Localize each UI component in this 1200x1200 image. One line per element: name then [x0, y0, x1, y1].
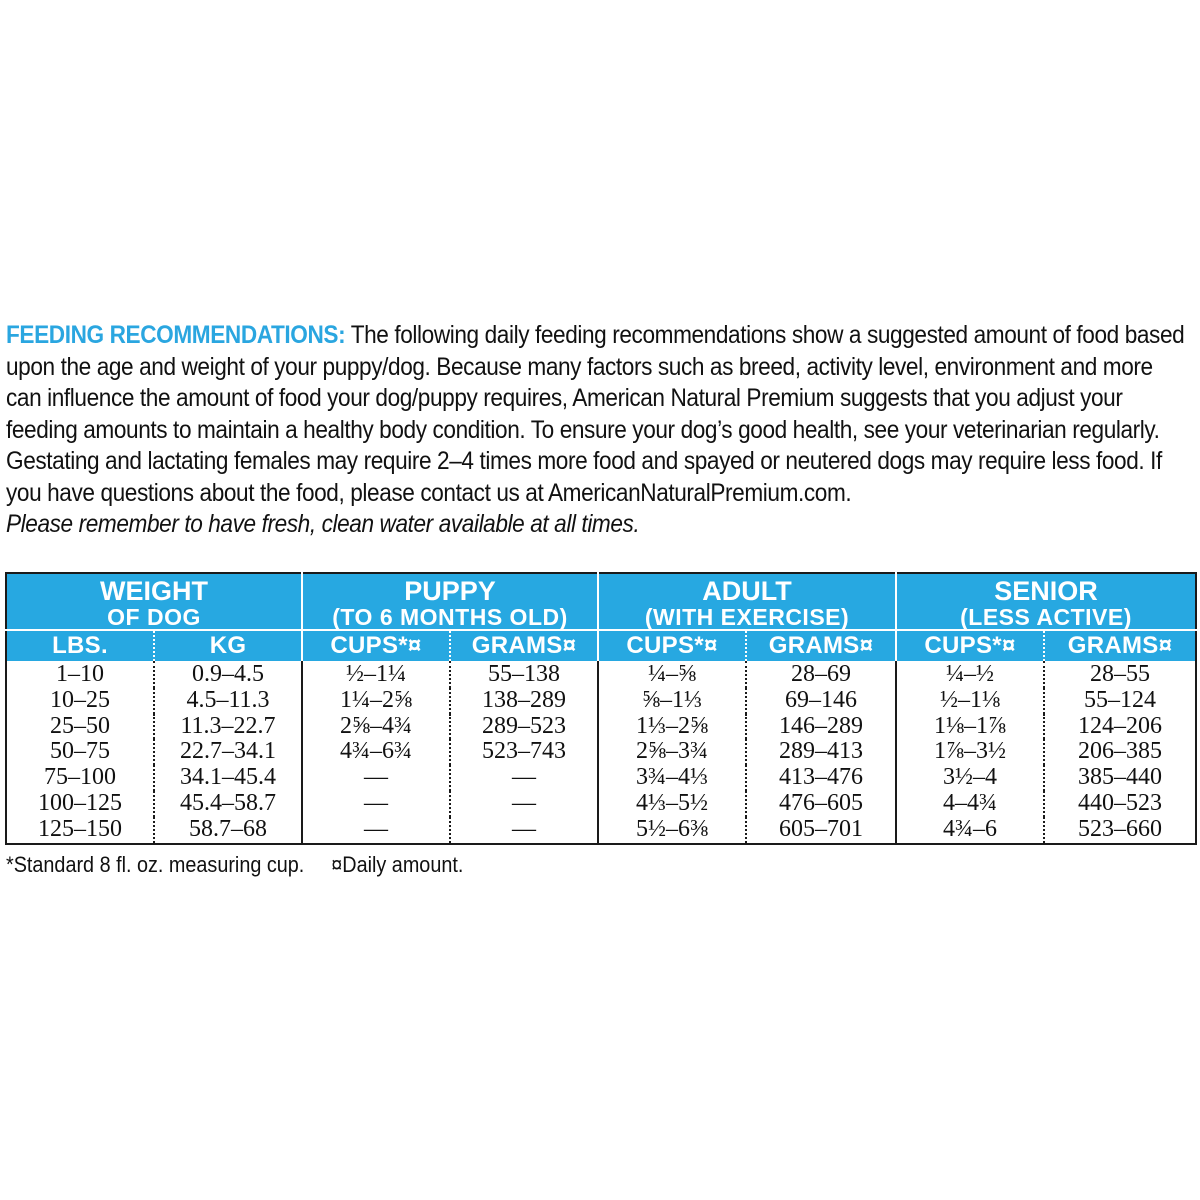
cell-lbs: 50–75	[50, 738, 110, 765]
intro-body: The following daily feeding recommendations show a suggested amount of food based upon the age and weight of your puppy/dog. Because many factors such as breed, activity level, environment and more can influence the amount of food your dog/puppy requires, American Natural Premium suggests that you adjust your feeding amounts to maintain a healthy body condition. To ensure your dog’s good health, see your veterinarian regularly. Gestating and lactating females may require 2–4 times more food and spayed or neutered dogs may require less food. If you have questions about the food, please contact us at AmericanNaturalPremium.com.	[6, 321, 1185, 507]
cell-adult-cups: ⅝–1⅓	[598, 688, 746, 714]
cell-lbs: 125–150	[38, 815, 122, 842]
cell-adult-grams: 476–605	[746, 791, 896, 817]
group-header-senior: SENIOR (LESS ACTIVE)	[896, 573, 1196, 630]
cell-kg: 58.7–68	[154, 817, 302, 844]
cell-senior-grams: 440–523	[1044, 791, 1196, 817]
cell-puppy-grams: —	[450, 765, 598, 791]
cell-adult-grams: 28–69	[746, 661, 896, 688]
cell-adult-grams: 146–289	[746, 714, 896, 740]
cell-kg: 11.3–22.7	[154, 714, 302, 740]
cell-kg: 45.4–58.7	[154, 791, 302, 817]
cell-lbs: 100–125	[38, 789, 122, 816]
cell-lbs: 25–50	[50, 712, 110, 739]
cell-puppy-grams: 55–138	[450, 661, 598, 688]
cell-puppy-cups: —	[302, 765, 450, 791]
group-header-row	[6, 573, 1196, 630]
table-row	[6, 765, 1196, 791]
cell-senior-grams: 124–206	[1044, 714, 1196, 740]
water-note: Please remember to have fresh, clean water available at all times.	[6, 510, 640, 538]
feeding-recommendations-text	[6, 320, 1192, 541]
cell-puppy-cups: 1¼–2⅝	[302, 688, 450, 714]
cell-adult-grams: 69–146	[746, 688, 896, 714]
footnotes	[6, 852, 463, 878]
column-header-adult-cups: CUPS*¤	[598, 630, 746, 661]
cell-puppy-cups: —	[302, 791, 450, 817]
cell-senior-cups: 1⅞–3½	[896, 739, 1044, 765]
group-header-adult: ADULT (WITH EXERCISE)	[598, 573, 896, 630]
column-header-adult-grams: GRAMS¤	[746, 630, 896, 661]
cell-senior-cups: 4¾–6	[896, 817, 1044, 844]
cell-puppy-grams: 523–743	[450, 739, 598, 765]
column-header-lbs: LBS.	[6, 630, 154, 661]
column-header-senior-cups: CUPS*¤	[896, 630, 1044, 661]
column-header-row	[6, 630, 1196, 661]
cell-lbs: 1–10	[56, 661, 104, 687]
cell-senior-grams: 206–385	[1044, 739, 1196, 765]
cell-lbs: 75–100	[44, 764, 116, 791]
cell-puppy-grams: 289–523	[450, 714, 598, 740]
table-row	[6, 791, 1196, 817]
cell-puppy-grams: —	[450, 817, 598, 844]
table-row	[6, 739, 1196, 765]
group-header-puppy: PUPPY (TO 6 MONTHS OLD)	[302, 573, 598, 630]
table-row	[6, 688, 1196, 714]
footnote-daily: ¤Daily amount.	[331, 852, 464, 877]
cell-kg: 0.9–4.5	[154, 661, 302, 688]
cell-senior-cups: ¼–½	[896, 661, 1044, 688]
table-row	[6, 714, 1196, 740]
cell-puppy-cups: 2⅝–4¾	[302, 714, 450, 740]
cell-adult-grams: 605–701	[746, 817, 896, 844]
feeding-table	[5, 572, 1197, 845]
cell-kg: 4.5–11.3	[154, 688, 302, 714]
cell-adult-cups: 1⅓–2⅝	[598, 714, 746, 740]
column-header-kg: KG	[154, 630, 302, 661]
cell-adult-cups: ¼–⅝	[598, 661, 746, 688]
cell-senior-cups: ½–1⅛	[896, 688, 1044, 714]
cell-senior-cups: 4–4¾	[896, 791, 1044, 817]
cell-puppy-cups: ½–1¼	[302, 661, 450, 688]
cell-senior-cups: 3½–4	[896, 765, 1044, 791]
cell-senior-grams: 55–124	[1044, 688, 1196, 714]
table-row	[6, 817, 1196, 844]
cell-kg: 34.1–45.4	[154, 765, 302, 791]
cell-adult-cups: 4⅓–5½	[598, 791, 746, 817]
cell-senior-grams: 28–55	[1044, 661, 1196, 688]
cell-senior-cups: 1⅛–1⅞	[896, 714, 1044, 740]
group-header-weight: WEIGHT OF DOG	[6, 573, 302, 630]
intro-lead: FEEDING RECOMMENDATIONS:	[6, 321, 346, 349]
cell-adult-cups: 2⅝–3¾	[598, 739, 746, 765]
column-header-senior-grams: GRAMS¤	[1044, 630, 1196, 661]
footnote-cup: *Standard 8 fl. oz. measuring cup.	[6, 852, 305, 877]
cell-senior-grams: 523–660	[1044, 817, 1196, 844]
cell-lbs: 10–25	[50, 686, 110, 713]
cell-puppy-cups: —	[302, 817, 450, 844]
column-header-puppy-cups: CUPS*¤	[302, 630, 450, 661]
cell-adult-grams: 413–476	[746, 765, 896, 791]
cell-puppy-grams: —	[450, 791, 598, 817]
cell-kg: 22.7–34.1	[154, 739, 302, 765]
table-row	[6, 661, 1196, 688]
cell-adult-grams: 289–413	[746, 739, 896, 765]
column-header-puppy-grams: GRAMS¤	[450, 630, 598, 661]
cell-puppy-grams: 138–289	[450, 688, 598, 714]
cell-adult-cups: 5½–6⅜	[598, 817, 746, 844]
cell-adult-cups: 3¾–4⅓	[598, 765, 746, 791]
cell-puppy-cups: 4¾–6¾	[302, 739, 450, 765]
cell-senior-grams: 385–440	[1044, 765, 1196, 791]
